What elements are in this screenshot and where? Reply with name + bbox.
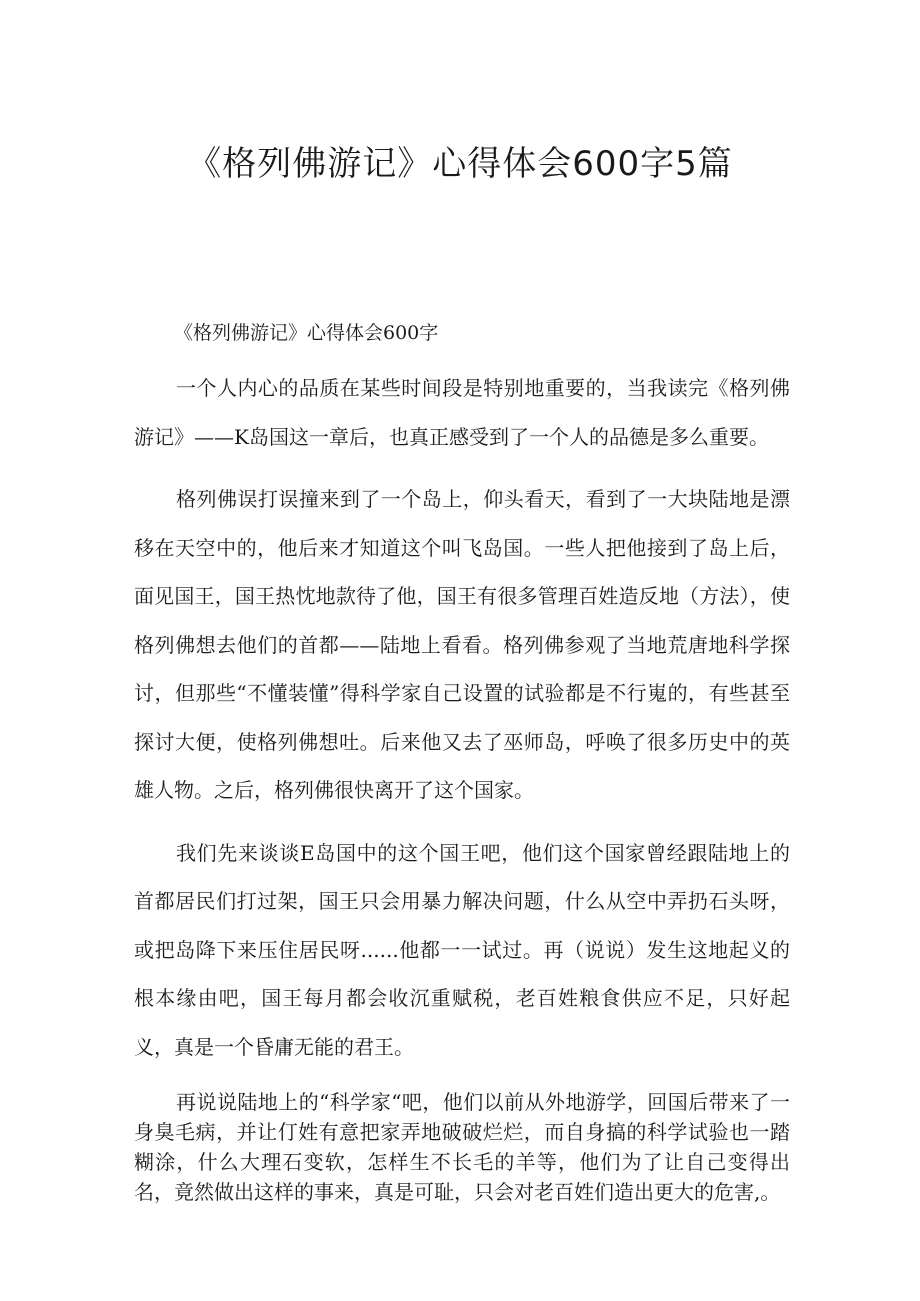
paragraph-2: 格列佛误打误撞来到了一个岛上，仰头看天，看到了一大块陆地是漂移在天空中的，他后来才知道这个叫飞岛国。一些人把他接到了岛上后，面见国王，国王热忱地款待了他，国王有很多管理百姓造反地（方法），使格列佛想去他们的首都——陆地上看看。格列佛参观了当地荒唐地科学探讨，但那些“不懂装懂”得科学家自己设置的试验都是不行嵬的，有些甚至探讨大便，使格列佛想吐。后来他又去了巫师岛，呼唤了很多历史中的英雄人物。之后，格列佛很快离开了这个国家。 — [134, 487, 790, 802]
document-body — [134, 318, 790, 1221]
paragraph-1: 一个人内心的品质在某些时间段是特别地重要的，当我读完《格列佛游记》——K岛国这一章后，也真正感受到了一个人的品德是多么重要。 — [134, 376, 790, 449]
paragraph-4: 再说说陆地上的“科学家“吧，他们以前从外地游学，回国后带来了一身臭毛病，并让仃姓有意把家弄地破破烂烂，而自身搞的科学试验也一踏糊涂，什么大理石变软，怎样生不长毛的羊等，他们为了让自己变得出名，竟然做出这样的事来，真是可耻，只会对老百姓们造出更大的危害,。 — [134, 1090, 790, 1204]
section-heading: 《格列佛游记》心得体会600字 — [174, 322, 439, 344]
paragraph-3: 我们先来谈谈E岛国中的这个国王吧，他们这个国家曾经跟陆地上的首都居民们打过架，国王只会用暴力解决问题，什么从空中弄扔石头呀，或把岛降下来压住居民呀......他都一一试过。再（说说）发生这地起义的根本缘由吧，国王每月都会收沉重赋税，老百姓粮食供应不足，只好起义，真是一个昏庸无能的君王。 — [134, 840, 790, 1059]
document-title: 《格列佛游记》心得体会600字5篇 — [187, 144, 733, 184]
